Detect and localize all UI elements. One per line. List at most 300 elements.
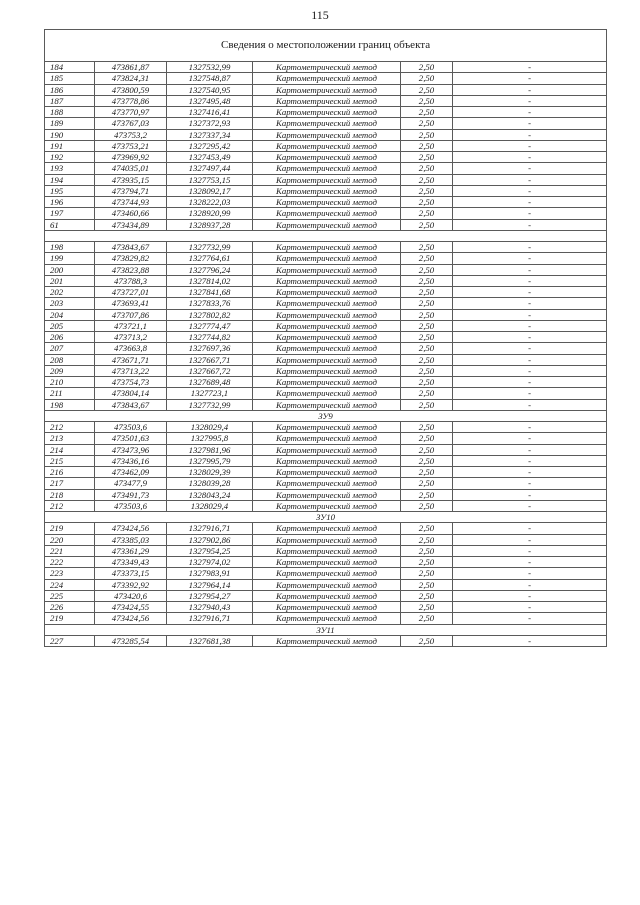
method-cell: Картометрический метод bbox=[253, 107, 401, 118]
x-coordinate-cell: 473707,86 bbox=[95, 309, 167, 320]
y-coordinate-cell: 1328029,4 bbox=[167, 500, 253, 511]
accuracy-cell: 2,50 bbox=[401, 343, 453, 354]
point-number-cell: 210 bbox=[45, 377, 95, 388]
description-cell: - bbox=[453, 275, 607, 286]
point-number-cell: 212 bbox=[45, 422, 95, 433]
accuracy-cell: 2,50 bbox=[401, 455, 453, 466]
description-cell: - bbox=[453, 635, 607, 646]
point-number-cell: 198 bbox=[45, 399, 95, 410]
y-coordinate-cell: 1327732,99 bbox=[167, 399, 253, 410]
section-label: ЗУ10 bbox=[45, 512, 607, 523]
y-coordinate-cell: 1327540,95 bbox=[167, 84, 253, 95]
y-coordinate-cell: 1328092,17 bbox=[167, 185, 253, 196]
method-cell: Картометрический метод bbox=[253, 388, 401, 399]
point-number-cell: 184 bbox=[45, 62, 95, 73]
y-coordinate-cell: 1327940,43 bbox=[167, 602, 253, 613]
method-cell: Картометрический метод bbox=[253, 602, 401, 613]
x-coordinate-cell: 473460,66 bbox=[95, 208, 167, 219]
x-coordinate-cell: 473770,97 bbox=[95, 107, 167, 118]
accuracy-cell: 2,50 bbox=[401, 365, 453, 376]
section-header-row bbox=[45, 624, 607, 635]
method-cell: Картометрический метод bbox=[253, 489, 401, 500]
accuracy-cell: 2,50 bbox=[401, 433, 453, 444]
accuracy-cell: 2,50 bbox=[401, 298, 453, 309]
description-cell: - bbox=[453, 590, 607, 601]
method-cell: Картометрический метод bbox=[253, 523, 401, 534]
method-cell: Картометрический метод bbox=[253, 590, 401, 601]
point-number-cell: 214 bbox=[45, 444, 95, 455]
description-cell: - bbox=[453, 197, 607, 208]
description-cell: - bbox=[453, 422, 607, 433]
description-cell: - bbox=[453, 107, 607, 118]
accuracy-cell: 2,50 bbox=[401, 152, 453, 163]
table-row bbox=[45, 309, 607, 320]
method-cell: Картометрический метод bbox=[253, 467, 401, 478]
table-row bbox=[45, 377, 607, 388]
method-cell: Картометрический метод bbox=[253, 354, 401, 365]
method-cell: Картометрический метод bbox=[253, 253, 401, 264]
table-row bbox=[45, 320, 607, 331]
point-number-cell: 188 bbox=[45, 107, 95, 118]
table-row bbox=[45, 613, 607, 624]
description-cell: - bbox=[453, 332, 607, 343]
accuracy-cell: 2,50 bbox=[401, 264, 453, 275]
accuracy-cell: 2,50 bbox=[401, 253, 453, 264]
x-coordinate-cell: 473753,2 bbox=[95, 129, 167, 140]
description-cell: - bbox=[453, 309, 607, 320]
x-coordinate-cell: 473727,01 bbox=[95, 287, 167, 298]
y-coordinate-cell: 1327814,02 bbox=[167, 275, 253, 286]
description-cell: - bbox=[453, 208, 607, 219]
accuracy-cell: 2,50 bbox=[401, 354, 453, 365]
x-coordinate-cell: 473829,82 bbox=[95, 253, 167, 264]
table-row bbox=[45, 444, 607, 455]
description-cell: - bbox=[453, 287, 607, 298]
description-cell: - bbox=[453, 129, 607, 140]
table-row bbox=[45, 129, 607, 140]
method-cell: Картометрический метод bbox=[253, 399, 401, 410]
method-cell: Картометрический метод bbox=[253, 309, 401, 320]
point-number-cell: 189 bbox=[45, 118, 95, 129]
table-row bbox=[45, 455, 607, 466]
point-number-cell: 221 bbox=[45, 545, 95, 556]
accuracy-cell: 2,50 bbox=[401, 579, 453, 590]
y-coordinate-cell: 1327753,15 bbox=[167, 174, 253, 185]
boundary-coordinates-table bbox=[44, 29, 607, 647]
y-coordinate-cell: 1328029,39 bbox=[167, 467, 253, 478]
y-coordinate-cell: 1327667,72 bbox=[167, 365, 253, 376]
table-row bbox=[45, 287, 607, 298]
y-coordinate-cell: 1327295,42 bbox=[167, 140, 253, 151]
point-number-cell: 227 bbox=[45, 635, 95, 646]
section-label: ЗУ11 bbox=[45, 624, 607, 635]
description-cell: - bbox=[453, 377, 607, 388]
accuracy-cell: 2,50 bbox=[401, 467, 453, 478]
point-number-cell: 218 bbox=[45, 489, 95, 500]
accuracy-cell: 2,50 bbox=[401, 568, 453, 579]
accuracy-cell: 2,50 bbox=[401, 557, 453, 568]
point-number-cell: 217 bbox=[45, 478, 95, 489]
x-coordinate-cell: 473843,67 bbox=[95, 399, 167, 410]
table-row bbox=[45, 557, 607, 568]
description-cell: - bbox=[453, 253, 607, 264]
method-cell: Картометрический метод bbox=[253, 95, 401, 106]
method-cell: Картометрический метод bbox=[253, 129, 401, 140]
point-number-cell: 186 bbox=[45, 84, 95, 95]
point-number-cell: 61 bbox=[45, 219, 95, 230]
accuracy-cell: 2,50 bbox=[401, 309, 453, 320]
accuracy-cell: 2,50 bbox=[401, 635, 453, 646]
accuracy-cell: 2,50 bbox=[401, 174, 453, 185]
x-coordinate-cell: 473285,54 bbox=[95, 635, 167, 646]
description-cell: - bbox=[453, 388, 607, 399]
x-coordinate-cell: 473663,8 bbox=[95, 343, 167, 354]
description-cell: - bbox=[453, 118, 607, 129]
accuracy-cell: 2,50 bbox=[401, 399, 453, 410]
point-number-cell: 193 bbox=[45, 163, 95, 174]
description-cell: - bbox=[453, 455, 607, 466]
y-coordinate-cell: 1327916,71 bbox=[167, 523, 253, 534]
x-coordinate-cell: 473744,93 bbox=[95, 197, 167, 208]
x-coordinate-cell: 473935,15 bbox=[95, 174, 167, 185]
y-coordinate-cell: 1327983,91 bbox=[167, 568, 253, 579]
accuracy-cell: 2,50 bbox=[401, 377, 453, 388]
table-row bbox=[45, 332, 607, 343]
x-coordinate-cell: 473754,73 bbox=[95, 377, 167, 388]
y-coordinate-cell: 1328937,28 bbox=[167, 219, 253, 230]
table-row bbox=[45, 534, 607, 545]
description-cell: - bbox=[453, 84, 607, 95]
x-coordinate-cell: 473473,96 bbox=[95, 444, 167, 455]
section-label: ЗУ9 bbox=[45, 410, 607, 421]
x-coordinate-cell: 473713,22 bbox=[95, 365, 167, 376]
y-coordinate-cell: 1327954,27 bbox=[167, 590, 253, 601]
y-coordinate-cell: 1327416,41 bbox=[167, 107, 253, 118]
x-coordinate-cell: 473392,92 bbox=[95, 579, 167, 590]
description-cell: - bbox=[453, 62, 607, 73]
method-cell: Картометрический метод bbox=[253, 264, 401, 275]
y-coordinate-cell: 1327833,76 bbox=[167, 298, 253, 309]
method-cell: Картометрический метод bbox=[253, 84, 401, 95]
y-coordinate-cell: 1327981,96 bbox=[167, 444, 253, 455]
y-coordinate-cell: 1327723,1 bbox=[167, 388, 253, 399]
point-number-cell: 194 bbox=[45, 174, 95, 185]
method-cell: Картометрический метод bbox=[253, 455, 401, 466]
description-cell: - bbox=[453, 174, 607, 185]
point-number-cell: 219 bbox=[45, 523, 95, 534]
x-coordinate-cell: 473671,71 bbox=[95, 354, 167, 365]
x-coordinate-cell: 473767,03 bbox=[95, 118, 167, 129]
point-number-cell: 222 bbox=[45, 557, 95, 568]
method-cell: Картометрический метод bbox=[253, 118, 401, 129]
description-cell: - bbox=[453, 95, 607, 106]
description-cell: - bbox=[453, 298, 607, 309]
y-coordinate-cell: 1327667,71 bbox=[167, 354, 253, 365]
point-number-cell: 206 bbox=[45, 332, 95, 343]
point-number-cell: 223 bbox=[45, 568, 95, 579]
table-row bbox=[45, 140, 607, 151]
point-number-cell: 213 bbox=[45, 433, 95, 444]
point-number-cell: 211 bbox=[45, 388, 95, 399]
y-coordinate-cell: 1327497,44 bbox=[167, 163, 253, 174]
x-coordinate-cell: 473788,3 bbox=[95, 275, 167, 286]
point-number-cell: 205 bbox=[45, 320, 95, 331]
method-cell: Картометрический метод bbox=[253, 534, 401, 545]
y-coordinate-cell: 1327744,82 bbox=[167, 332, 253, 343]
description-cell: - bbox=[453, 613, 607, 624]
table-row bbox=[45, 343, 607, 354]
method-cell: Картометрический метод bbox=[253, 613, 401, 624]
y-coordinate-cell: 1327974,02 bbox=[167, 557, 253, 568]
y-coordinate-cell: 1327689,48 bbox=[167, 377, 253, 388]
accuracy-cell: 2,50 bbox=[401, 489, 453, 500]
x-coordinate-cell: 473824,31 bbox=[95, 73, 167, 84]
accuracy-cell: 2,50 bbox=[401, 275, 453, 286]
description-cell: - bbox=[453, 185, 607, 196]
x-coordinate-cell: 473861,87 bbox=[95, 62, 167, 73]
description-cell: - bbox=[453, 242, 607, 253]
method-cell: Картометрический метод bbox=[253, 152, 401, 163]
x-coordinate-cell: 473501,63 bbox=[95, 433, 167, 444]
y-coordinate-cell: 1327337,34 bbox=[167, 129, 253, 140]
table-row bbox=[45, 489, 607, 500]
accuracy-cell: 2,50 bbox=[401, 320, 453, 331]
table-row bbox=[45, 422, 607, 433]
point-number-cell: 226 bbox=[45, 602, 95, 613]
y-coordinate-cell: 1327964,14 bbox=[167, 579, 253, 590]
description-cell: - bbox=[453, 399, 607, 410]
y-coordinate-cell: 1327995,8 bbox=[167, 433, 253, 444]
method-cell: Картометрический метод bbox=[253, 635, 401, 646]
accuracy-cell: 2,50 bbox=[401, 444, 453, 455]
table-row bbox=[45, 568, 607, 579]
x-coordinate-cell: 473462,09 bbox=[95, 467, 167, 478]
y-coordinate-cell: 1328222,03 bbox=[167, 197, 253, 208]
point-number-cell: 220 bbox=[45, 534, 95, 545]
y-coordinate-cell: 1327532,99 bbox=[167, 62, 253, 73]
method-cell: Картометрический метод bbox=[253, 444, 401, 455]
point-number-cell: 201 bbox=[45, 275, 95, 286]
x-coordinate-cell: 473794,71 bbox=[95, 185, 167, 196]
y-coordinate-cell: 1328920,99 bbox=[167, 208, 253, 219]
accuracy-cell: 2,50 bbox=[401, 388, 453, 399]
x-coordinate-cell: 473434,89 bbox=[95, 219, 167, 230]
description-cell: - bbox=[453, 365, 607, 376]
y-coordinate-cell: 1328029,4 bbox=[167, 422, 253, 433]
method-cell: Картометрический метод bbox=[253, 332, 401, 343]
table-row bbox=[45, 264, 607, 275]
description-cell: - bbox=[453, 478, 607, 489]
x-coordinate-cell: 473420,6 bbox=[95, 590, 167, 601]
y-coordinate-cell: 1328043,24 bbox=[167, 489, 253, 500]
spacer-row bbox=[45, 230, 607, 241]
y-coordinate-cell: 1327802,82 bbox=[167, 309, 253, 320]
method-cell: Картометрический метод bbox=[253, 545, 401, 556]
point-number-cell: 200 bbox=[45, 264, 95, 275]
x-coordinate-cell: 473969,92 bbox=[95, 152, 167, 163]
point-number-cell: 198 bbox=[45, 242, 95, 253]
accuracy-cell: 2,50 bbox=[401, 332, 453, 343]
x-coordinate-cell: 473424,56 bbox=[95, 613, 167, 624]
table-row bbox=[45, 500, 607, 511]
description-cell: - bbox=[453, 219, 607, 230]
accuracy-cell: 2,50 bbox=[401, 287, 453, 298]
x-coordinate-cell: 473693,41 bbox=[95, 298, 167, 309]
method-cell: Картометрический метод bbox=[253, 287, 401, 298]
table-row bbox=[45, 433, 607, 444]
method-cell: Картометрический метод bbox=[253, 219, 401, 230]
accuracy-cell: 2,50 bbox=[401, 185, 453, 196]
accuracy-cell: 2,50 bbox=[401, 242, 453, 253]
table-row bbox=[45, 174, 607, 185]
point-number-cell: 208 bbox=[45, 354, 95, 365]
method-cell: Картометрический метод bbox=[253, 242, 401, 253]
y-coordinate-cell: 1327764,61 bbox=[167, 253, 253, 264]
accuracy-cell: 2,50 bbox=[401, 478, 453, 489]
x-coordinate-cell: 473491,73 bbox=[95, 489, 167, 500]
accuracy-cell: 2,50 bbox=[401, 613, 453, 624]
point-number-cell: 202 bbox=[45, 287, 95, 298]
point-number-cell: 207 bbox=[45, 343, 95, 354]
page-number: 115 bbox=[311, 8, 329, 22]
table-row bbox=[45, 602, 607, 613]
x-coordinate-cell: 473823,88 bbox=[95, 264, 167, 275]
table-row bbox=[45, 354, 607, 365]
description-cell: - bbox=[453, 433, 607, 444]
method-cell: Картометрический метод bbox=[253, 377, 401, 388]
method-cell: Картометрический метод bbox=[253, 208, 401, 219]
description-cell: - bbox=[453, 467, 607, 478]
method-cell: Картометрический метод bbox=[253, 478, 401, 489]
table-row bbox=[45, 62, 607, 73]
table-row bbox=[45, 84, 607, 95]
y-coordinate-cell: 1327841,68 bbox=[167, 287, 253, 298]
y-coordinate-cell: 1327902,86 bbox=[167, 534, 253, 545]
section-header-row bbox=[45, 410, 607, 421]
table-row bbox=[45, 197, 607, 208]
description-cell: - bbox=[453, 264, 607, 275]
accuracy-cell: 2,50 bbox=[401, 422, 453, 433]
table-row bbox=[45, 590, 607, 601]
accuracy-cell: 2,50 bbox=[401, 219, 453, 230]
method-cell: Картометрический метод bbox=[253, 343, 401, 354]
accuracy-cell: 2,50 bbox=[401, 163, 453, 174]
table-row bbox=[45, 399, 607, 410]
accuracy-cell: 2,50 bbox=[401, 118, 453, 129]
point-number-cell: 203 bbox=[45, 298, 95, 309]
method-cell: Картометрический метод bbox=[253, 579, 401, 590]
table-body bbox=[45, 62, 607, 647]
description-cell: - bbox=[453, 343, 607, 354]
y-coordinate-cell: 1327995,79 bbox=[167, 455, 253, 466]
accuracy-cell: 2,50 bbox=[401, 107, 453, 118]
y-coordinate-cell: 1328039,28 bbox=[167, 478, 253, 489]
method-cell: Картометрический метод bbox=[253, 73, 401, 84]
x-coordinate-cell: 473503,6 bbox=[95, 422, 167, 433]
table-title: Сведения о местоположении границ объекта bbox=[45, 30, 607, 62]
description-cell: - bbox=[453, 73, 607, 84]
description-cell: - bbox=[453, 568, 607, 579]
table-row bbox=[45, 635, 607, 646]
description-cell: - bbox=[453, 579, 607, 590]
x-coordinate-cell: 473424,56 bbox=[95, 523, 167, 534]
table-row bbox=[45, 523, 607, 534]
y-coordinate-cell: 1327681,38 bbox=[167, 635, 253, 646]
y-coordinate-cell: 1327372,93 bbox=[167, 118, 253, 129]
table-row bbox=[45, 242, 607, 253]
point-number-cell: 224 bbox=[45, 579, 95, 590]
method-cell: Картометрический метод bbox=[253, 433, 401, 444]
accuracy-cell: 2,50 bbox=[401, 140, 453, 151]
point-number-cell: 185 bbox=[45, 73, 95, 84]
x-coordinate-cell: 473477,9 bbox=[95, 478, 167, 489]
table-row bbox=[45, 467, 607, 478]
method-cell: Картометрический метод bbox=[253, 62, 401, 73]
table-row bbox=[45, 73, 607, 84]
x-coordinate-cell: 473778,86 bbox=[95, 95, 167, 106]
y-coordinate-cell: 1327453,49 bbox=[167, 152, 253, 163]
point-number-cell: 219 bbox=[45, 613, 95, 624]
description-cell: - bbox=[453, 163, 607, 174]
accuracy-cell: 2,50 bbox=[401, 545, 453, 556]
y-coordinate-cell: 1327732,99 bbox=[167, 242, 253, 253]
description-cell: - bbox=[453, 354, 607, 365]
spacer-cell bbox=[45, 230, 607, 241]
x-coordinate-cell: 474035,01 bbox=[95, 163, 167, 174]
x-coordinate-cell: 473424,55 bbox=[95, 602, 167, 613]
table-row bbox=[45, 545, 607, 556]
y-coordinate-cell: 1327796,24 bbox=[167, 264, 253, 275]
point-number-cell: 216 bbox=[45, 467, 95, 478]
accuracy-cell: 2,50 bbox=[401, 523, 453, 534]
y-coordinate-cell: 1327495,48 bbox=[167, 95, 253, 106]
accuracy-cell: 2,50 bbox=[401, 534, 453, 545]
method-cell: Картометрический метод bbox=[253, 275, 401, 286]
table-row bbox=[45, 365, 607, 376]
table-row bbox=[45, 219, 607, 230]
method-cell: Картометрический метод bbox=[253, 298, 401, 309]
accuracy-cell: 2,50 bbox=[401, 129, 453, 140]
x-coordinate-cell: 473385,03 bbox=[95, 534, 167, 545]
point-number-cell: 212 bbox=[45, 500, 95, 511]
description-cell: - bbox=[453, 545, 607, 556]
point-number-cell: 215 bbox=[45, 455, 95, 466]
description-cell: - bbox=[453, 500, 607, 511]
x-coordinate-cell: 473373,15 bbox=[95, 568, 167, 579]
method-cell: Картометрический метод bbox=[253, 174, 401, 185]
description-cell: - bbox=[453, 557, 607, 568]
description-cell: - bbox=[453, 444, 607, 455]
point-number-cell: 204 bbox=[45, 309, 95, 320]
y-coordinate-cell: 1327697,36 bbox=[167, 343, 253, 354]
x-coordinate-cell: 473361,29 bbox=[95, 545, 167, 556]
description-cell: - bbox=[453, 523, 607, 534]
table-row bbox=[45, 95, 607, 106]
x-coordinate-cell: 473349,43 bbox=[95, 557, 167, 568]
point-number-cell: 190 bbox=[45, 129, 95, 140]
accuracy-cell: 2,50 bbox=[401, 208, 453, 219]
point-number-cell: 199 bbox=[45, 253, 95, 264]
method-cell: Картометрический метод bbox=[253, 500, 401, 511]
method-cell: Картометрический метод bbox=[253, 197, 401, 208]
accuracy-cell: 2,50 bbox=[401, 500, 453, 511]
y-coordinate-cell: 1327774,47 bbox=[167, 320, 253, 331]
method-cell: Картометрический метод bbox=[253, 140, 401, 151]
point-number-cell: 225 bbox=[45, 590, 95, 601]
x-coordinate-cell: 473800,59 bbox=[95, 84, 167, 95]
point-number-cell: 209 bbox=[45, 365, 95, 376]
x-coordinate-cell: 473436,16 bbox=[95, 455, 167, 466]
